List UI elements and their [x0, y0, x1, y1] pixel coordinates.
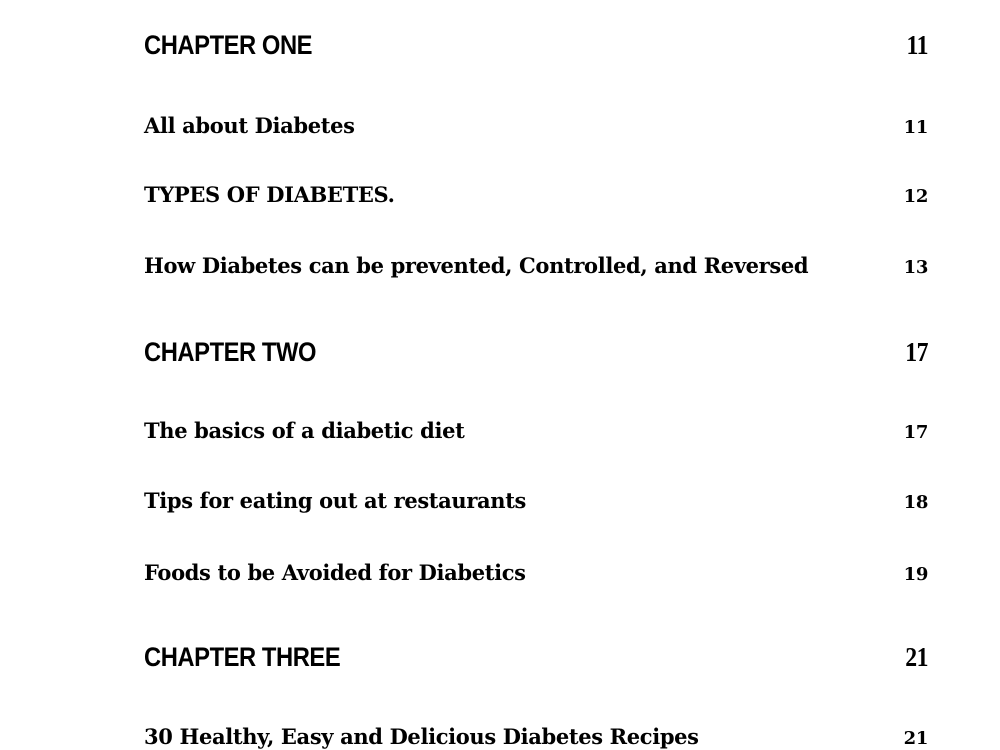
toc-entry[interactable]: [144, 182, 928, 207]
chapter-page-number: 21: [905, 642, 929, 672]
chapter-title: CHAPTER THREE: [144, 642, 341, 672]
entry-page-number: 11: [903, 117, 928, 138]
entry-page-number: 18: [903, 492, 928, 513]
chapter-page-number: 17: [905, 337, 929, 367]
chapter-title: CHAPTER TWO: [144, 337, 317, 367]
entry-title: All about Diabetes: [144, 113, 355, 138]
entry-page-number: 21: [903, 728, 928, 749]
toc-chapter-three[interactable]: [144, 642, 928, 673]
toc-entry[interactable]: [144, 560, 928, 585]
entry-title: 30 Healthy, Easy and Delicious Diabetes Recipes: [144, 724, 699, 749]
entry-page-number: 12: [903, 186, 928, 207]
toc-entry[interactable]: [144, 418, 928, 443]
toc-entry[interactable]: [144, 113, 928, 138]
chapter-page-number: 11: [906, 30, 929, 60]
entry-title: TYPES OF DIABETES.: [144, 182, 395, 207]
entry-page-number: 19: [903, 564, 928, 585]
toc-chapter-one[interactable]: [144, 30, 928, 61]
entry-title: How Diabetes can be prevented, Controlled, and Reversed: [144, 253, 809, 278]
toc-entry[interactable]: [144, 253, 928, 278]
entry-title: Foods to be Avoided for Diabetics: [144, 560, 526, 585]
chapter-title: CHAPTER ONE: [144, 30, 313, 60]
entry-page-number: 17: [903, 422, 928, 443]
table-of-contents: [144, 0, 928, 750]
entry-title: Tips for eating out at restaurants: [144, 488, 527, 513]
entry-page-number: 13: [903, 257, 928, 278]
toc-entry[interactable]: [144, 488, 928, 513]
entry-title: The basics of a diabetic diet: [144, 418, 465, 443]
toc-chapter-two[interactable]: [144, 337, 928, 368]
toc-entry[interactable]: [144, 724, 928, 749]
